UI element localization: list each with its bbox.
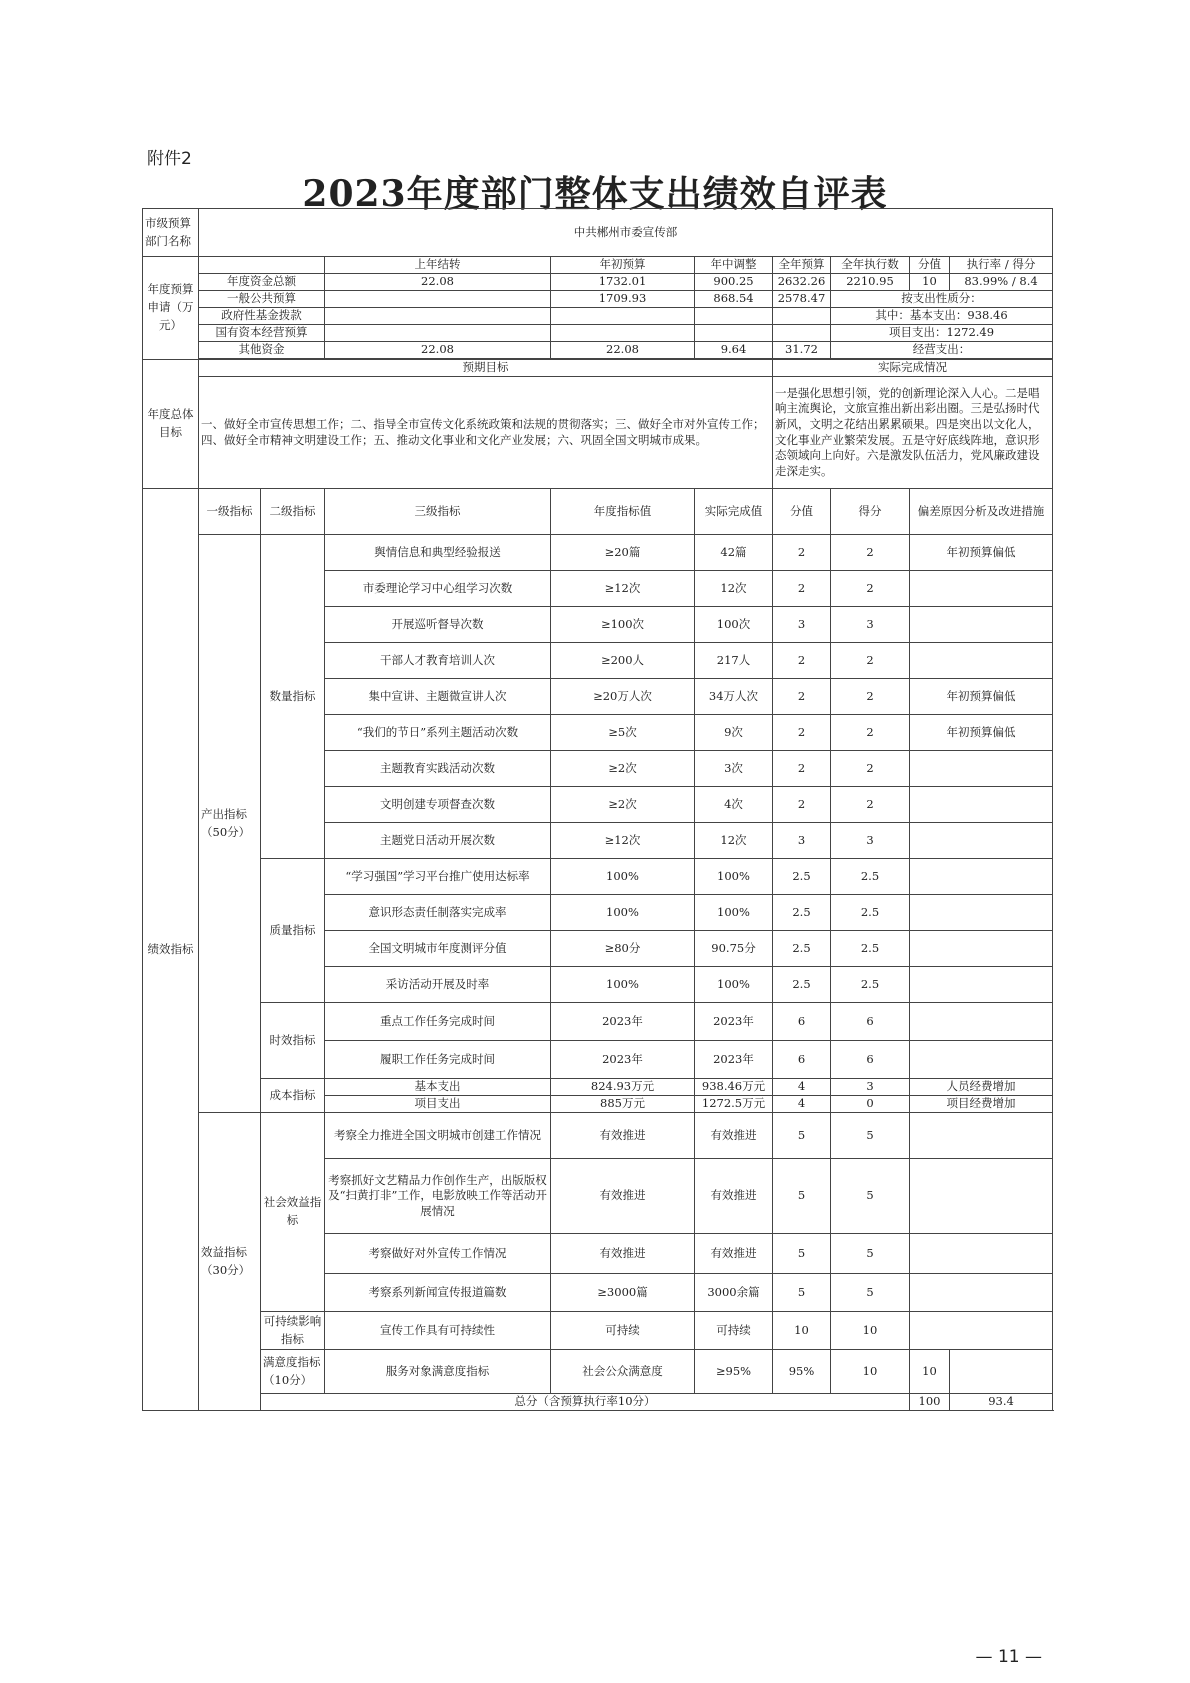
indicator-target: ≥12次	[551, 571, 695, 607]
indicator-score: 5	[831, 1159, 910, 1234]
indicator-actual: 100次	[695, 607, 773, 643]
indicator-value: 2.5	[773, 859, 831, 895]
budget-total-adjust: 900.25	[695, 274, 773, 291]
indicator-note	[910, 895, 1053, 931]
budget-other-annual: 31.72	[773, 342, 831, 359]
indicator-row	[143, 1312, 1053, 1350]
indicators-header-note: 偏差原因分析及改进措施	[910, 489, 1053, 535]
indicator-target: 100%	[551, 967, 695, 1003]
indicator-note	[910, 1159, 1053, 1234]
level1-benefit: 效益指标（30分）	[199, 1113, 261, 1411]
indicator-name: “学习强国”学习平台推广使用达标率	[325, 859, 551, 895]
indicator-name: 主题党日活动开展次数	[325, 823, 551, 859]
indicator-score: 6	[831, 1041, 910, 1079]
indicator-note	[910, 1041, 1053, 1079]
indicator-actual: 3次	[695, 751, 773, 787]
indicator-target: 有效推进	[551, 1234, 695, 1274]
budget-header-carry: 上年结转	[325, 257, 551, 274]
level2-social: 社会效益指标	[261, 1113, 325, 1312]
budget-row-label: 年度预算申请（万元）	[143, 257, 199, 360]
indicator-actual: 有效推进	[695, 1159, 773, 1234]
budget-total-initial: 1732.01	[551, 274, 695, 291]
indicator-value: 10	[773, 1312, 831, 1350]
indicator-score: 10	[831, 1312, 910, 1350]
budget-other-initial: 22.08	[551, 342, 695, 359]
indicators-header-target: 年度指标值	[551, 489, 695, 535]
indicator-score: 2	[831, 643, 910, 679]
indicator-score: 2.5	[831, 931, 910, 967]
indicator-target: 100%	[551, 895, 695, 931]
budget-header-value: 分值	[910, 257, 950, 274]
total-label: 总分（含预算执行率10分）	[261, 1394, 910, 1411]
budget-header-initial: 年初预算	[551, 257, 695, 274]
indicator-actual: 2023年	[695, 1041, 773, 1079]
indicator-row	[143, 859, 1053, 895]
indicator-name: 集中宣讲、主题微宣讲人次	[325, 679, 551, 715]
budget-general-label: 一般公共预算	[199, 291, 325, 308]
indicator-note	[910, 1312, 1053, 1350]
budget-other-adjust: 9.64	[695, 342, 773, 359]
indicator-value: 6	[773, 1003, 831, 1041]
budget-total-executed: 2210.95	[831, 274, 910, 291]
budget-total-carry: 22.08	[325, 274, 551, 291]
indicator-actual: 12次	[695, 571, 773, 607]
indicator-value: 3	[773, 607, 831, 643]
indicator-target: 885万元	[551, 1096, 695, 1113]
level1-output: 产出指标（50分）	[199, 535, 261, 1113]
indicator-actual: 4次	[695, 787, 773, 823]
indicator-name: 全国文明城市年度测评分值	[325, 931, 551, 967]
indicators-section-label: 绩效指标	[143, 489, 199, 1411]
indicator-target: 有效推进	[551, 1113, 695, 1159]
budget-fund-label: 政府性基金拨款	[199, 308, 325, 325]
indicator-note	[910, 607, 1053, 643]
indicator-score: 2.5	[831, 859, 910, 895]
department-label: 市级预算部门名称	[143, 209, 199, 257]
indicator-value: 5	[773, 1274, 831, 1312]
indicator-name: 考察全力推进全国文明城市创建工作情况	[325, 1113, 551, 1159]
indicator-note	[910, 571, 1053, 607]
indicator-actual: 有效推进	[695, 1234, 773, 1274]
level2-sustain: 可持续影响指标	[261, 1312, 325, 1350]
budget-other-carry: 22.08	[325, 342, 551, 359]
total-value: 100	[910, 1394, 950, 1411]
indicator-score: 2	[831, 535, 910, 571]
indicator-actual: 3000余篇	[695, 1274, 773, 1312]
indicator-target: ≥5次	[551, 715, 695, 751]
goals-row-label: 年度总体目标	[143, 360, 199, 489]
indicator-note	[910, 787, 1053, 823]
indicator-note	[910, 1113, 1053, 1159]
indicator-actual: 可持续	[695, 1312, 773, 1350]
indicator-value: 2	[773, 535, 831, 571]
indicator-target: ≥200人	[551, 643, 695, 679]
indicator-score: 2.5	[831, 895, 910, 931]
level2-cost: 成本指标	[261, 1079, 325, 1113]
indicator-score: 10	[910, 1350, 950, 1394]
indicator-score: 2	[831, 787, 910, 823]
budget-total-label: 年度资金总额	[199, 274, 325, 291]
budget-general-annual: 2578.47	[773, 291, 831, 308]
goals-expected-header: 预期目标	[199, 360, 773, 377]
indicator-target: ≥80分	[551, 931, 695, 967]
indicator-name: 主题教育实践活动次数	[325, 751, 551, 787]
indicator-row	[143, 1079, 1053, 1096]
indicator-note	[910, 967, 1053, 1003]
level2-time: 时效指标	[261, 1003, 325, 1079]
indicator-actual: 90.75分	[695, 931, 773, 967]
indicator-target: 824.93万元	[551, 1079, 695, 1096]
budget-state-label: 国有资本经营预算	[199, 325, 325, 342]
indicator-name: “我们的节日”系列主题活动次数	[325, 715, 551, 751]
indicator-score: 5	[831, 1274, 910, 1312]
indicator-note	[950, 1350, 1053, 1394]
indicator-value: 5	[773, 1159, 831, 1234]
indicator-note	[910, 751, 1053, 787]
indicator-name: 考察系列新闻宣传报道篇数	[325, 1274, 551, 1312]
indicator-name: 宣传工作具有可持续性	[325, 1312, 551, 1350]
indicator-score: 0	[831, 1096, 910, 1113]
indicator-score: 3	[831, 1079, 910, 1096]
indicator-value: 2	[773, 715, 831, 751]
indicator-target: 100%	[551, 859, 695, 895]
indicators-header-actual: 实际完成值	[695, 489, 773, 535]
indicators-header-level3: 三级指标	[325, 489, 551, 535]
indicators-header-value: 分值	[773, 489, 831, 535]
budget-total-rate-score: 83.99% / 8.4	[950, 274, 1053, 291]
indicator-actual: 95%	[773, 1350, 831, 1394]
indicator-actual: 12次	[695, 823, 773, 859]
indicator-value: 10	[831, 1350, 910, 1394]
indicator-value: 2	[773, 571, 831, 607]
budget-total-annual: 2632.26	[773, 274, 831, 291]
goals-actual-text: 一是强化思想引领，党的创新理论深入人心。二是唱响主流舆论，文旅宣推出新出彩出圈。三是弘扬时代新风，文明之花结出累累硕果。四是突出以文化人，文化事业产业繁荣发展。五是守好底线阵地，意识形态领域向上向好。六是激发队伍活力，党风廉政建设走深走实。	[773, 377, 1053, 489]
indicator-value: 4	[773, 1079, 831, 1096]
indicator-target: 可持续	[551, 1312, 695, 1350]
indicator-target: ≥20篇	[551, 535, 695, 571]
indicator-actual: 938.46万元	[695, 1079, 773, 1096]
indicator-name: 社会公众满意度	[551, 1350, 695, 1394]
indicator-name: 干部人才教育培训人次	[325, 643, 551, 679]
indicator-score: 3	[831, 607, 910, 643]
indicator-target: ≥95%	[695, 1350, 773, 1394]
indicator-note	[910, 1274, 1053, 1312]
indicator-value: 2	[773, 643, 831, 679]
budget-operating: 经营支出：	[831, 342, 1053, 359]
indicator-value: 2	[773, 679, 831, 715]
indicator-score: 5	[831, 1113, 910, 1159]
indicator-name: 意识形态责任制落实完成率	[325, 895, 551, 931]
level2-service: 服务对象满意度指标	[325, 1350, 551, 1394]
budget-header-executed: 全年执行数	[831, 257, 910, 274]
goals-actual-header: 实际完成情况	[773, 360, 1053, 377]
indicator-note	[910, 931, 1053, 967]
budget-general-adjust: 868.54	[695, 291, 773, 308]
indicator-name: 舆情信息和典型经验报送	[325, 535, 551, 571]
indicator-row	[143, 1113, 1053, 1159]
indicator-note: 人员经费增加	[910, 1079, 1053, 1096]
indicator-value: 2	[773, 787, 831, 823]
budget-header-annual: 全年预算	[773, 257, 831, 274]
indicator-value: 5	[773, 1113, 831, 1159]
indicator-name: 基本支出	[325, 1079, 551, 1096]
indicator-value: 2.5	[773, 931, 831, 967]
level1-satisfaction: 满意度指标（10分）	[261, 1350, 325, 1394]
budget-general-initial: 1709.93	[551, 291, 695, 308]
indicator-name: 考察做好对外宣传工作情况	[325, 1234, 551, 1274]
indicator-note	[910, 859, 1053, 895]
indicator-value: 2.5	[773, 967, 831, 1003]
indicator-name: 履职工作任务完成时间	[325, 1041, 551, 1079]
indicator-note	[910, 643, 1053, 679]
indicator-value: 5	[773, 1234, 831, 1274]
indicator-value: 2.5	[773, 895, 831, 931]
indicator-actual: 34万人次	[695, 679, 773, 715]
indicator-actual: 42篇	[695, 535, 773, 571]
budget-basic: 其中：基本支出：938.46	[831, 308, 1053, 325]
indicator-name: 重点工作任务完成时间	[325, 1003, 551, 1041]
total-score: 93.4	[950, 1394, 1053, 1411]
indicator-actual: 100%	[695, 859, 773, 895]
indicator-name: 文明创建专项督查次数	[325, 787, 551, 823]
indicator-target: ≥2次	[551, 787, 695, 823]
indicator-score: 2	[831, 715, 910, 751]
indicator-target: ≥100次	[551, 607, 695, 643]
budget-other-label: 其他资金	[199, 342, 325, 359]
indicator-note	[910, 1234, 1053, 1274]
indicator-actual: 有效推进	[695, 1113, 773, 1159]
level2-quality: 质量指标	[261, 859, 325, 1003]
page-number: — 11 —	[975, 1647, 1042, 1667]
indicator-row	[143, 1350, 1053, 1394]
indicators-header-score: 得分	[831, 489, 910, 535]
indicator-actual: 100%	[695, 895, 773, 931]
budget-header-adjust: 年中调整	[695, 257, 773, 274]
budget-total-value: 10	[910, 274, 950, 291]
indicator-value: 6	[773, 1041, 831, 1079]
indicator-note: 年初预算偏低	[910, 715, 1053, 751]
indicator-note: 年初预算偏低	[910, 535, 1053, 571]
department-name: 中共郴州市委宣传部	[199, 209, 1053, 257]
budget-by-nature: 按支出性质分：	[831, 291, 1053, 308]
budget-header-rate-score: 执行率 / 得分	[950, 257, 1053, 274]
indicator-name: 开展巡听督导次数	[325, 607, 551, 643]
indicator-actual: 1272.5万元	[695, 1096, 773, 1113]
performance-table	[142, 208, 1053, 1411]
indicator-score: 2	[831, 679, 910, 715]
indicator-value: 3	[773, 823, 831, 859]
goals-expected-text: 一、做好全市宣传思想工作；二、指导全市宣传文化系统政策和法规的贯彻落实；三、做好全市对外宣传工作；四、做好全市精神文明建设工作；五、推动文化事业和文化产业发展；六、巩固全国文明城市成果。	[199, 377, 773, 489]
indicator-note	[910, 1003, 1053, 1041]
indicator-actual: 100%	[695, 967, 773, 1003]
indicator-actual: 217人	[695, 643, 773, 679]
indicator-note: 年初预算偏低	[910, 679, 1053, 715]
indicator-note: 项目经费增加	[910, 1096, 1053, 1113]
indicator-target: ≥3000篇	[551, 1274, 695, 1312]
indicator-name: 项目支出	[325, 1096, 551, 1113]
indicator-score: 2	[831, 571, 910, 607]
indicator-note	[910, 823, 1053, 859]
indicator-score: 2	[831, 751, 910, 787]
indicators-header-level2: 二级指标	[261, 489, 325, 535]
indicator-actual: 2023年	[695, 1003, 773, 1041]
indicator-target: ≥12次	[551, 823, 695, 859]
indicator-target: ≥2次	[551, 751, 695, 787]
indicator-row	[143, 535, 1053, 571]
indicator-name: 采访活动开展及时率	[325, 967, 551, 1003]
indicator-actual: 9次	[695, 715, 773, 751]
indicator-target: ≥20万人次	[551, 679, 695, 715]
indicators-header-level1: 一级指标	[199, 489, 261, 535]
indicator-target: 有效推进	[551, 1159, 695, 1234]
indicator-target: 2023年	[551, 1003, 695, 1041]
budget-project: 项目支出：1272.49	[831, 325, 1053, 342]
indicator-score: 5	[831, 1234, 910, 1274]
indicator-score: 3	[831, 823, 910, 859]
level2-quantity: 数量指标	[261, 535, 325, 859]
indicator-target: 2023年	[551, 1041, 695, 1079]
indicator-value: 4	[773, 1096, 831, 1113]
indicator-score: 6	[831, 1003, 910, 1041]
indicator-value: 2	[773, 751, 831, 787]
indicator-score: 2.5	[831, 967, 910, 1003]
indicator-row	[143, 1003, 1053, 1041]
page-title: 2023年度部门整体支出绩效自评表	[302, 173, 888, 215]
indicator-name: 考察抓好文艺精品力作创作生产，出版版权及“扫黄打非”工作，电影放映工作等活动开展情况	[325, 1159, 551, 1234]
attachment-label: 附件2	[147, 149, 192, 169]
indicator-name: 市委理论学习中心组学习次数	[325, 571, 551, 607]
